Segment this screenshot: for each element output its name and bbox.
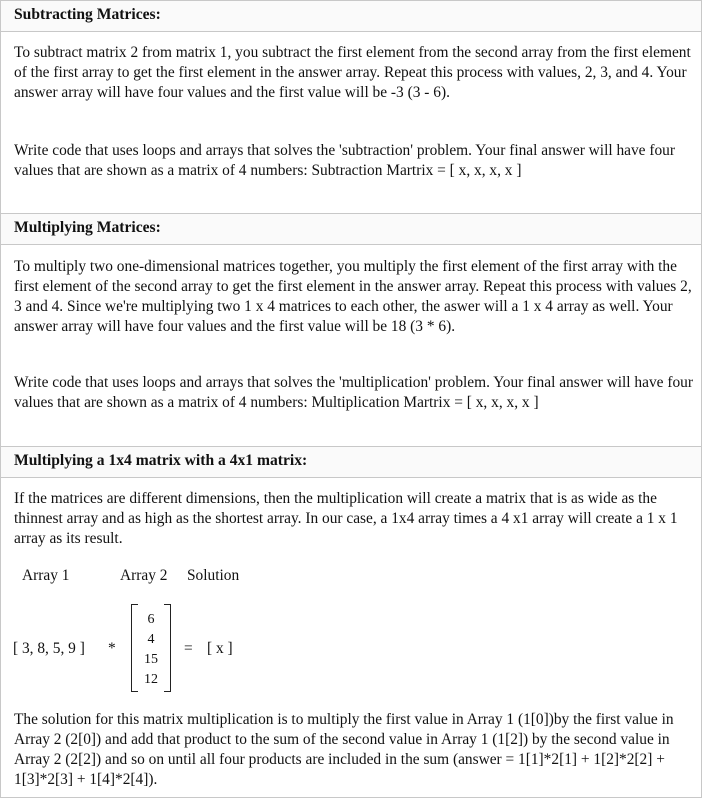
array-2-value: 4	[147, 632, 155, 647]
equals-operator: =	[184, 640, 193, 657]
array-2-value: 15	[144, 652, 158, 667]
array-2-value: 6	[147, 612, 155, 627]
paragraph-dot-solution: The solution for this matrix multiplication is to multiply the first value in Array 1 (1[0])by the first value in Array 2 (2[0]) and add that product to the sum of the second value in Array 1 (1[2]) by the second value in Array 2 (2[2]) and so on until all four products are included in the sum (answer = 1[1]*2[1] + 1[2]*2[2] + 1[3]*2[3] + 1[4]*2[4]).	[14, 711, 674, 788]
array-1-values: [ 3, 8, 5, 9 ]	[13, 640, 85, 657]
paragraph-dot-explanation: If the matrices are different dimensions, then the multiplication will create a matrix that is as wide as the thinnest array and as high as the shortest array. In our case, a 1x4 array times a 4 x1 array will create a 1 x 1 array as its result.	[14, 490, 678, 547]
heading-subtracting-matrices: Subtracting Matrices:	[14, 6, 161, 23]
paragraph-subtract-task: Write code that uses loops and arrays that solves the 'subtraction' problem. Your final answer will have four values that are shown as a matrix of 4 numbers: Subtraction Martrix = [ x, x, x, x ]	[14, 142, 676, 179]
array-2-value: 12	[144, 672, 158, 687]
paragraph-subtract-explanation: To subtract matrix 2 from matrix 1, you subtract the first element from the second array from the first element of the first array to get the first element in the answer array. Repeat this process with values, 2, 3, and 4. Your answer array will have four values and the first value will be -3 (3 - 6).	[14, 44, 691, 101]
heading-multiplying-1x4-4x1: Multiplying a 1x4 matrix with a 4x1 matrix:	[14, 452, 308, 469]
label-solution: Solution	[187, 567, 240, 584]
array-2-column-matrix	[131, 604, 171, 690]
solution-value: [ x ]	[207, 640, 233, 657]
label-array-1: Array 1	[22, 567, 70, 584]
paragraph-multiply-explanation: To multiply two one-dimensional matrices together, you multiply the first element of the first array with the first element of the second array to get the first element in the answer array. Repeat this process with values 2, 3 and 4. Since we're multiplying two 1 x 4 matrices to each other, the aswer will a 1 x 4 array as well. Your answer array will have four values and the first value will be 18 (3 * 6).	[14, 258, 692, 335]
heading-multiplying-matrices: Multiplying Matrices:	[14, 219, 161, 236]
paragraph-multiply-task: Write code that uses loops and arrays that solves the 'multiplication' problem. Your final answer will have four values that are shown as a matrix of 4 numbers: Multiplication Martrix = [ x, x, x, x ]	[14, 374, 693, 411]
times-operator: *	[108, 640, 116, 657]
label-array-2: Array 2	[120, 567, 168, 584]
